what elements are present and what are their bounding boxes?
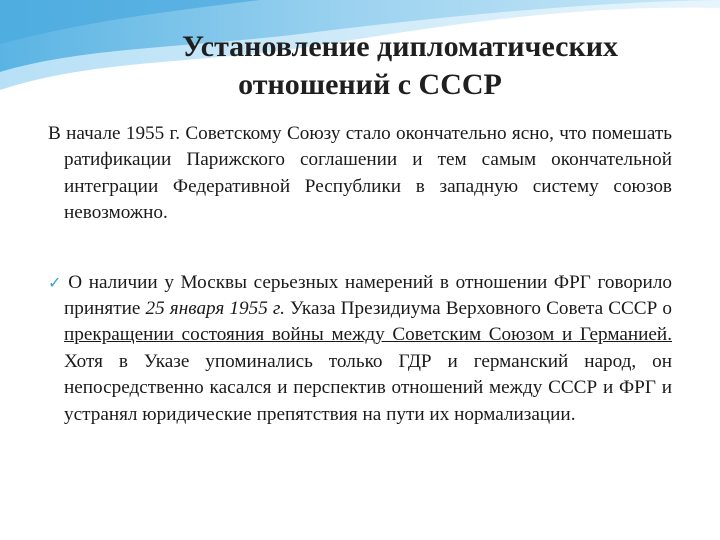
underlined-phrase: прекращении состояния войны между Советским Союзом и Германией.	[64, 324, 672, 346]
paragraph-2-end: Хотя в Указе упоминались только ГДР и германский народ, он непосредственно касался и перспектив отношений между СССР и ФРГ и устранял юридические препятствия на пути их нормализации.	[64, 350, 672, 425]
paragraph-2-intro: О наличии у Москвы серьезных намерений в отношении ФРГ говорило принятие	[64, 271, 672, 320]
paragraph-2	[48, 270, 672, 428]
slide-body	[48, 121, 672, 428]
title-line-2: отношений с СССР	[238, 68, 502, 101]
decree-date: 25 января 1955 г.	[145, 298, 285, 320]
paragraph-1: В начале 1955 г. Советскому Союзу стало окончательно ясно, что помешать ратификации Парижского соглашении и тем самым окончательной интеграции Федеративной Республики в западную систему союзов невозможно.	[48, 123, 672, 224]
paragraph-2-middle: Указа Президиума Верховного Совета СССР о	[290, 298, 672, 320]
slide-title	[0, 28, 720, 104]
checkmark-icon: ✓	[48, 272, 64, 292]
title-line-1: Установление дипломатических	[181, 30, 619, 63]
